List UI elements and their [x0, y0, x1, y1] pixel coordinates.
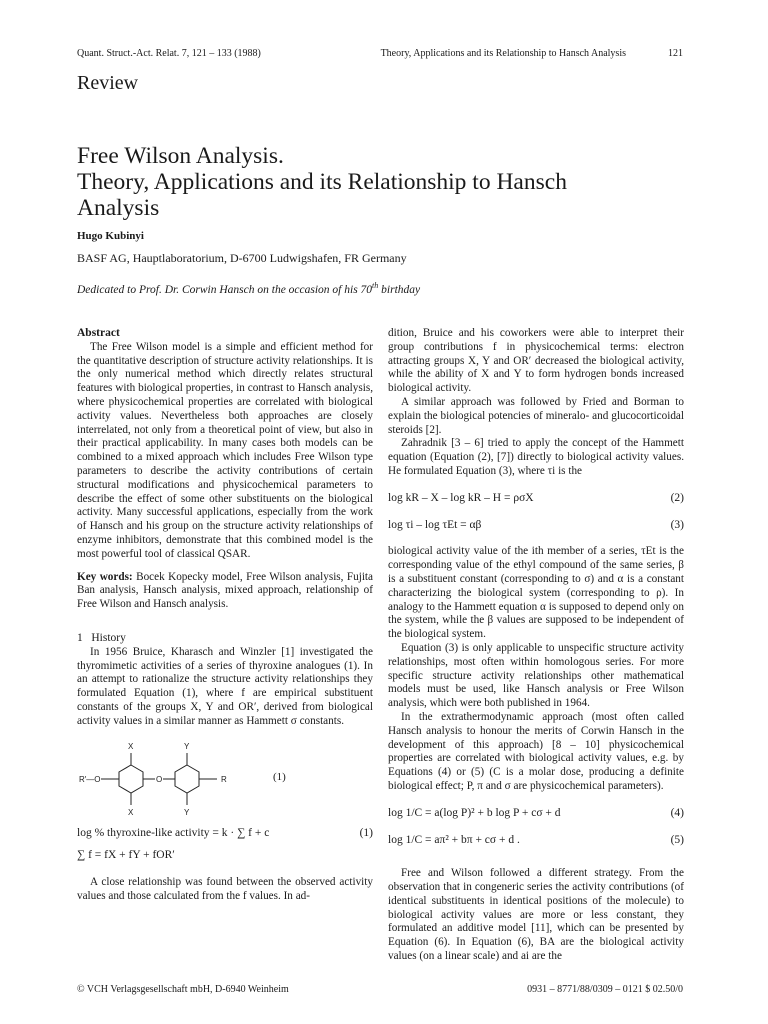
atom-y-bottom: Y [184, 807, 190, 817]
right-paragraph-5: Equation (3) is only applicable to unspecific structure activity relationships, most often within homologous series. For more specific structure activity relationships other mathematical models must be used, like Hansch analysis or Free Wilson analysis, which were both published in 1964. [388, 641, 684, 710]
equation-1b-text: ∑ f = fX + fY + fOR′ [77, 849, 175, 862]
abstract-heading: Abstract [77, 327, 120, 339]
article-title [77, 143, 697, 221]
structure-drawing [79, 739, 269, 817]
title-line-2: Theory, Applications and its Relationship to Hansch [77, 169, 567, 195]
dedication-text: Dedicated to Prof. Dr. Corwin Hansch on the occasion of his 70 [77, 283, 373, 296]
equation-4-text: log 1/C = a(log P)² + b log P + cσ + d [388, 806, 561, 819]
history-paragraph-2: A close relationship was found between the observed activity values and those calculated from the f values. In ad- [77, 876, 373, 902]
keywords-text: Bocek Kopecky model, Free Wilson analysis, Fujita Ban analysis, Hansch analysis, mixed approach, relationship of Free Wilson and Hansch analysis. [77, 570, 374, 611]
keywords [77, 571, 373, 612]
running-title: Theory, Applications and its Relationship to Hansch Analysis [380, 48, 626, 59]
atom-y-top: Y [184, 741, 190, 751]
left-column [77, 327, 373, 904]
equation-4-number: (4) [670, 806, 684, 819]
atom-x-top: X [128, 741, 134, 751]
issn-code: 0931 – 8771/88/0309 – 0121 $ 02.50/0 [527, 984, 683, 995]
section-label: Review [77, 72, 139, 94]
journal-citation: Quant. Struct.-Act. Relat. 7, 121 – 133 (1988) [77, 48, 261, 59]
history-heading: 1 History [77, 631, 126, 644]
equation-5-number: (5) [670, 833, 684, 846]
abstract-text: The Free Wilson model is a simple and efficient method for the quantitative description of structure activity relationships. It is the only numerical method which directly relates structural features with biological properties, in contrast to Hansch analysis, where physicochemical properties are correlated with biological activity values. Nevertheless both approaches are closely interrelated, not only from a theoretical point of view, but also in their practical applicability. In many cases both models can be combined to a mixed approach which includes Free Wilson type parameters to describe the activity contributions of certain structural modifications and physicochemical parameters to describe the effect of some other substituents on the biological activity. Many successful applications, especially from the work of Hansch and his group on the structure activity relationships of enzyme inhibitors, demonstrate that this combined model is the most powerful tool of classical QSAR. [77, 340, 373, 560]
equation-1 [77, 827, 373, 841]
equation-5 [388, 834, 684, 848]
page-footer [77, 984, 683, 995]
right-paragraph-6: In the extrathermodynamic approach (most often called Hansch analysis to honour the merits of Corwin Hansch in the development of this approach) [8 – 10] physicochemical properties are correlated with biological activity values, e.g. by Equations (4) or (5) (C is a molar dose, producing a definite biological effect; P, π and σ are physicochemical parameters). [388, 710, 684, 792]
atom-bridge-o: O [156, 774, 163, 784]
title-line-1: Free Wilson Analysis. [77, 143, 284, 169]
right-paragraph-7: Free and Wilson followed a different strategy. From the observation that in congeneric series the activity contributions (of identical substituents in identical positions of the molecule) to biological activity values are more or less constant, they formulated an additive model [11], which can be presented by Equation (6). In Equation (6), BA are the biological activity values (on a linear scale) and ai are the [388, 867, 684, 963]
equation-2 [388, 492, 684, 506]
thyroxine-structure [77, 739, 373, 817]
page-number: 121 [668, 48, 683, 59]
equation-1-number: (1) [359, 826, 373, 839]
dedication [77, 281, 420, 296]
history-paragraph-1: In 1956 Bruice, Kharasch and Winzler [1] investigated the thyromimetic activities of a series of thyroxine analogues (1). In an attempt to rationalize the structure activity relationships they formulated Equation (1), where f are empirical substituent constants of the groups X, Y and OR′, derived from biological activity values in a similar manner as Hammett σ constants. [77, 645, 373, 727]
equation-5-text: log 1/C = aπ² + bπ + cσ + d . [388, 833, 520, 846]
copyright: © VCH Verlagsgesellschaft mbH, D-6940 Weinheim [77, 984, 289, 995]
right-paragraph-1: dition, Bruice and his coworkers were able to interpret their group contributions f in physicochemical terms: electron attracting groups X, Y and OR′ decreased the biological activity, while the ability of X and Y to form hydrogen bonds increased biological activity. [388, 327, 684, 395]
equation-2-text: log kR – X – log kR – H = ρσX [388, 491, 534, 504]
affiliation: BASF AG, Hauptlaboratorium, D-6700 Ludwigshafen, FR Germany [77, 251, 407, 265]
title-line-3: Analysis [77, 195, 160, 221]
equation-3-text: log τi – log τEt = αβ [388, 518, 482, 531]
right-paragraph-4: biological activity value of the ith member of a series, τEt is the corresponding value of the ethyl compound of the same series, β is a substituent constant (corresponding to σ) and α is a constant characterizing the biological system (corresponding to ρ). In analogy to the Hammett equation α is supposed to depend only on the system, while the β values are supposed to be independent of the biological system. [388, 545, 684, 641]
equation-3 [388, 519, 684, 533]
dedication-sup: th [372, 281, 379, 290]
dedication-tail: birthday [378, 283, 421, 296]
author-name: Hugo Kubinyi [77, 230, 144, 242]
atom-left-group: R′—O [79, 774, 101, 784]
equation-1-text: log % thyroxine-like activity = k · ∑ f + c [77, 826, 270, 839]
right-paragraph-3: Zahradnik [3 – 6] tried to apply the concept of the Hammett equation (Equation (2), [7]) directly to biological activity values. He formulated Equation (3), where τi is the [388, 437, 684, 477]
right-paragraph-2: A similar approach was followed by Fried and Borman to explain the biological potencies of mineralo- and glucocorticoidal steroids [2]. [388, 395, 684, 436]
equation-4 [388, 807, 684, 821]
atom-right-group: R [221, 774, 227, 784]
equation-2-number: (2) [670, 491, 684, 504]
running-head [77, 48, 683, 59]
equation-1b [77, 849, 373, 863]
atom-x-bottom: X [128, 807, 134, 817]
structure-label: (1) [273, 770, 286, 783]
equation-3-number: (3) [670, 518, 684, 531]
right-column [388, 327, 684, 964]
keywords-label: Key words: [77, 570, 133, 583]
